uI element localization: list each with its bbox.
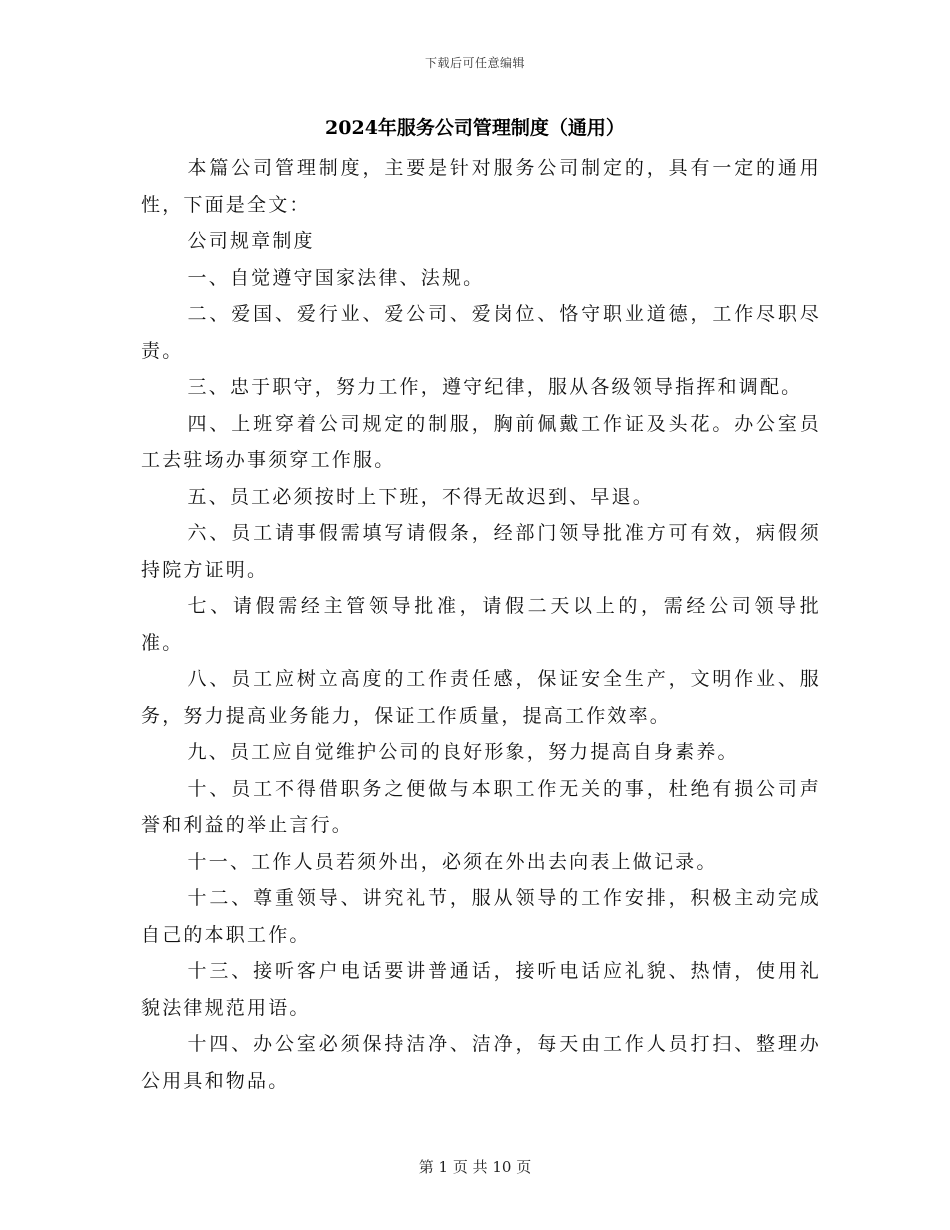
rule-item-4: 四、上班穿着公司规定的制服，胸前佩戴工作证及头花。办公室员工去驻场办事须穿工作服。 [141,412,821,471]
rule-item-1: 一、自觉遵守国家法律、法规。 [187,266,485,289]
rule-item-12: 十二、尊重领导、讲究礼节，服从领导的工作安排，积极主动完成自己的本职工作。 [141,887,821,946]
rule-item-3: 三、忠于职守，努力工作，遵守纪律，服从各级领导指挥和调配。 [187,376,803,398]
rule-item-5: 五、员工必须按时上下班，不得无故迟到、早退。 [187,485,654,508]
rule-item-10: 十、员工不得借职务之便做与本职工作无关的事，杜绝有损公司声誉和利益的举止言行。 [141,777,821,836]
paragraph-intro: 本篇公司管理制度，主要是针对服务公司制定的，具有一定的通用性，下面是全文： [141,157,821,216]
header-note: 下载后可任意编辑 [424,56,525,70]
rule-item-8: 八、员工应树立高度的工作责任感，保证安全生产，文明作业、服务，努力提高业务能力，保证工作质量，提高工作效率。 [141,668,821,727]
document-title: 2024年服务公司管理制度（通用） [325,117,625,139]
document-body [141,150,821,1099]
section-heading: 公司规章制度 [187,230,315,252]
rule-item-2: 二、爱国、爱行业、爱公司、爱岗位、恪守职业道德，工作尽职尽责。 [141,303,821,362]
rule-item-6: 六、员工请事假需填写请假条，经部门领导批准方可有效，病假须持院方证明。 [141,522,821,581]
rule-item-14: 十四、办公室必须保持洁净、洁净，每天由工作人员打扫、整理办公用具和物品。 [141,1033,821,1092]
rule-item-9: 九、员工应自觉维护公司的良好形象，努力提高自身素养。 [187,741,739,763]
page-indicator: 第 1 页 共 10 页 [418,1158,532,1176]
rule-item-7: 七、请假需经主管领导批准，请假二天以上的，需经公司领导批准。 [141,595,821,654]
rule-item-11: 十一、工作人员若须外出，必须在外出去向表上做记录。 [187,850,718,873]
rule-item-13: 十三、接听客户电话要讲普通话，接听电话应礼貌、热情，使用礼貌法律规范用语。 [141,960,821,1019]
